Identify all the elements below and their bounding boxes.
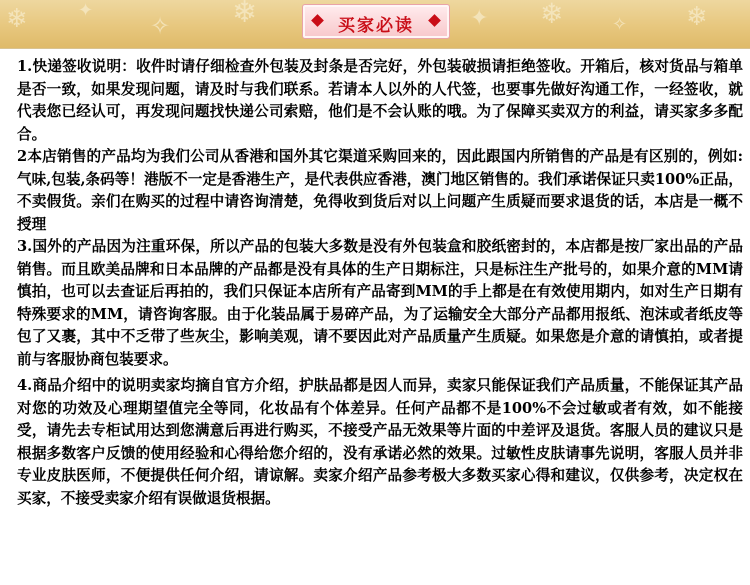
star-icon: ❄ bbox=[540, 0, 564, 30]
page-title: 买家必读 bbox=[338, 16, 414, 36]
notice-paragraph-1: 1.快递签收说明：收件时请仔细检查外包装及封条是否完好，外包装破损请拒绝签收。开箱后，核对货品与箱单是否一致，如果发现问题，请及时与我们联系。若请本人以外的人代签，也要事先做好沟通工作，一经签收，就代表您已经认可，再发现问题找快递公司索赔，他们是不会认账的哦。为了保障买卖双方的利益，请买家多多配合。 bbox=[17, 58, 743, 143]
notice-paragraph-3: 3.国外的产品因为注重环保，所以产品的包装大多数是没有外包装盒和胶纸密封的，本店都是按厂家出品的产品销售。而且欧美品牌和日本品牌的产品都是没有具体的生产日期标注，只是标注生产批号的，如果介意的MM请慎拍，也可以去查证后再拍的，我们只保证本店所有产品寄到MM的手上都是在有效使用期内，如对生产日期有特殊要求的MM，请咨询客服。由于化装品属于易碎产品，为了运输安全大部分产品都用报纸、泡沫或者纸皮等包了又裹，其中不乏带了些灰尘，影响美观，请不要因此对产品质量产生质疑。如果您是介意的请慎拍，或者提前与客服协商包装要求。 bbox=[17, 238, 743, 368]
star-icon: ❄ bbox=[6, 4, 28, 34]
header-banner bbox=[0, 0, 750, 48]
star-icon: ✦ bbox=[470, 6, 489, 31]
notice-body bbox=[17, 56, 743, 510]
star-icon: ❄ bbox=[232, 0, 258, 30]
star-icon: ✧ bbox=[612, 14, 628, 35]
notice-paragraph-2: 2本店销售的产品均为我们公司从香港和国外其它渠道采购回来的，因此跟国内所销售的产品是有区别的，例如:气味,包装,条码等！港版不一定是香港生产，是代表供应香港，澳门地区销售的。我们承诺保证只卖100%正品，不卖假货。亲们在购买的过程中请咨询清楚，免得收到货后对以上问题产生质疑而要求退货的话，本店是一概不授理 bbox=[17, 148, 743, 233]
star-icon: ✧ bbox=[150, 12, 171, 40]
notice-paragraph-4: 4.商品介绍中的说明卖家均摘自官方介绍，护肤品都是因人而异，卖家只能保证我们产品质量，不能保证其产品对您的功效及心理期望值完全等同，化妆品有个体差异。任何产品都不是100%不会过敏或者有效，如不能接受，请先去专柜试用达到您满意后再进行购买，不接受产品无效果等片面的中差评及退货。客服人员的建议只是根据多数客户反馈的使用经验和心得给您介绍的，没有承诺必然的效果。过敏性皮肤请事先说明，客服人员并非专业皮肤医师，不便提供任何介绍，请谅解。卖家介绍产品参考极大多数买家心得和建议，仅供参考，决定权在买家，不接受卖家介绍有误做退货根据。 bbox=[17, 377, 743, 507]
star-icon: ✦ bbox=[78, 0, 94, 21]
title-box bbox=[302, 4, 450, 39]
header-divider bbox=[0, 48, 750, 49]
star-icon: ❄ bbox=[686, 2, 708, 32]
